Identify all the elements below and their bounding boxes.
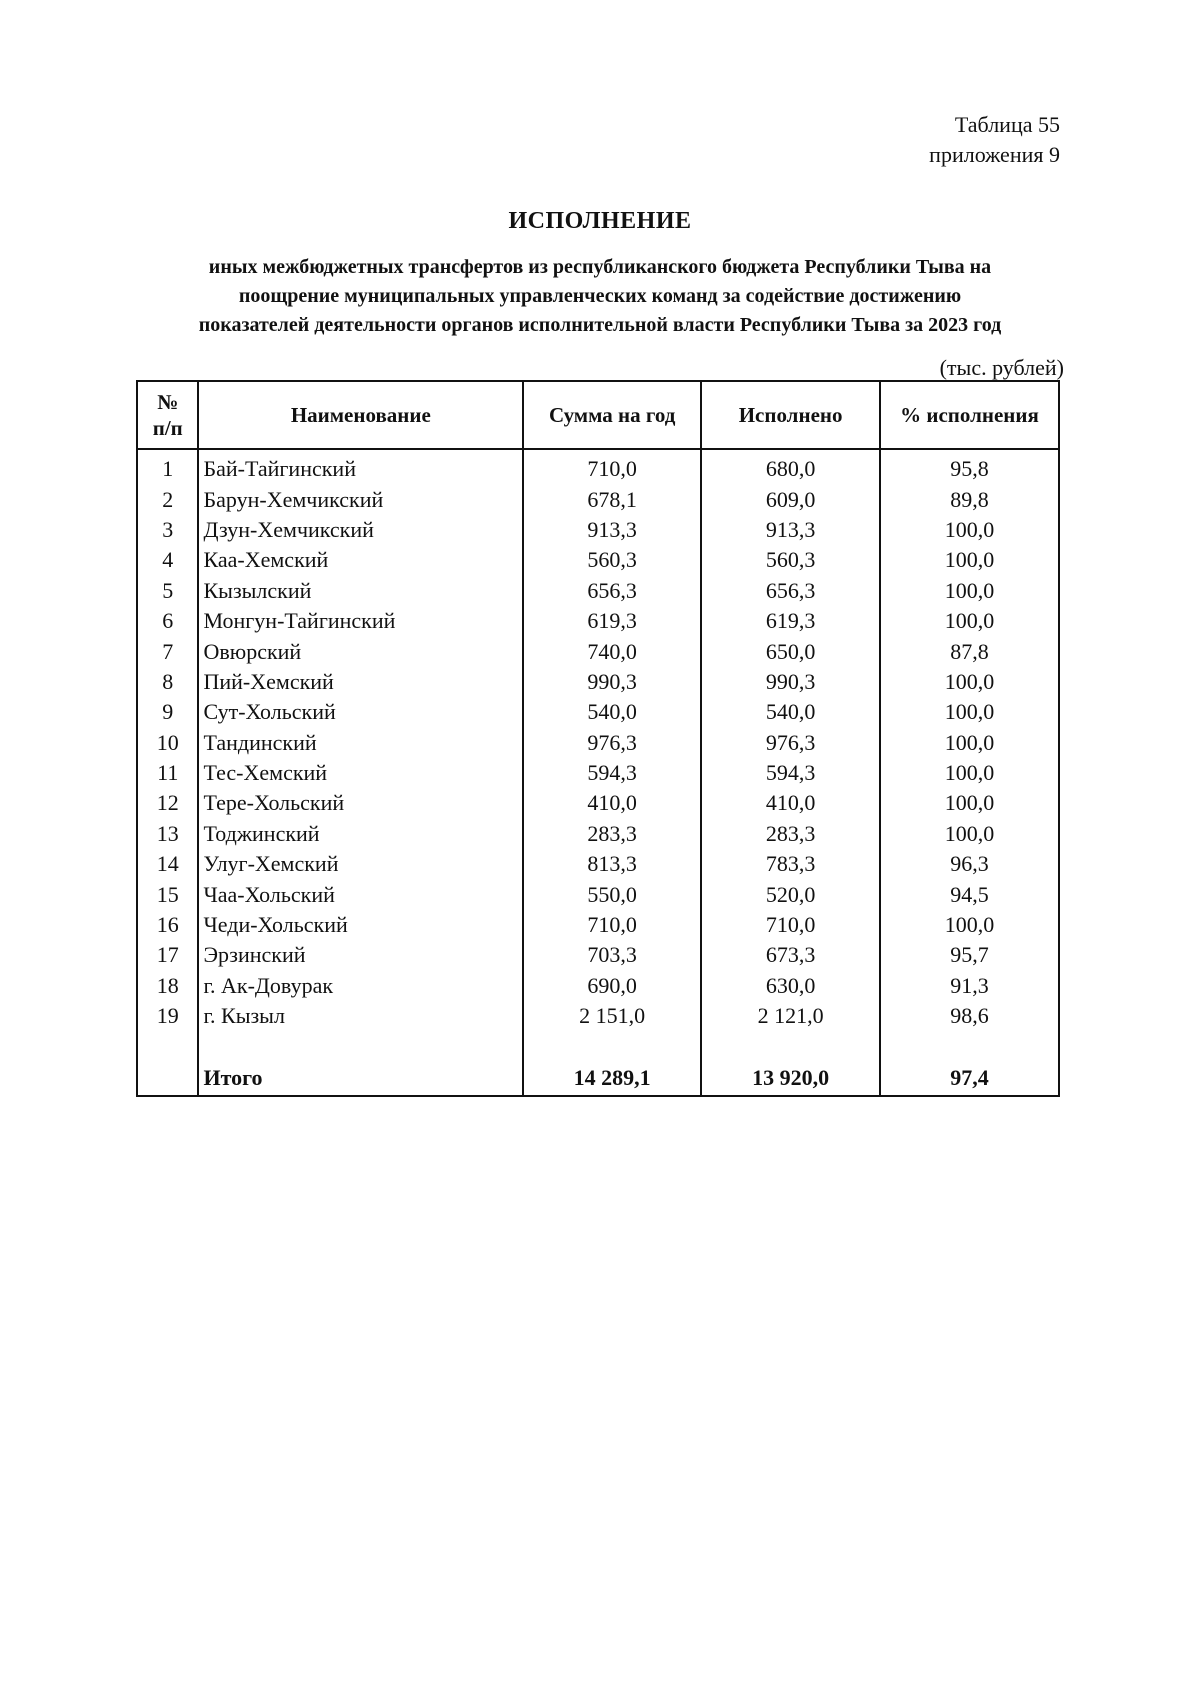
total-plan: 14 289,1 xyxy=(523,1061,701,1096)
table-row xyxy=(137,819,1059,849)
row-name: Пий-Хемский xyxy=(198,667,523,697)
row-name: г. Кызыл xyxy=(198,1001,523,1031)
header-done: Исполнено xyxy=(701,381,880,449)
row-percent: 87,8 xyxy=(880,636,1059,666)
row-number: 8 xyxy=(137,667,198,697)
row-number: 14 xyxy=(137,849,198,879)
table-row xyxy=(137,910,1059,940)
row-plan: 560,3 xyxy=(523,545,701,575)
row-number: 2 xyxy=(137,484,198,514)
total-number xyxy=(137,1061,198,1096)
row-plan: 710,0 xyxy=(523,449,701,484)
row-number: 11 xyxy=(137,758,198,788)
row-plan: 976,3 xyxy=(523,728,701,758)
spacer-cell xyxy=(880,1031,1059,1061)
row-plan: 550,0 xyxy=(523,879,701,909)
header-number-sign: № xyxy=(157,390,179,414)
table-row xyxy=(137,758,1059,788)
row-name: г. Ак-Довурак xyxy=(198,971,523,1001)
table-number: Таблица 55 xyxy=(954,112,1060,137)
row-percent: 91,3 xyxy=(880,971,1059,1001)
row-name: Тес-Хемский xyxy=(198,758,523,788)
table-row xyxy=(137,697,1059,727)
subtitle-line: показателей деятельности органов исполнительной власти Республики Тыва за 2023 год xyxy=(198,314,1002,336)
row-done: 976,3 xyxy=(701,728,880,758)
table-row xyxy=(137,636,1059,666)
row-name: Овюрский xyxy=(198,636,523,666)
row-done: 619,3 xyxy=(701,606,880,636)
appendix-number: приложения 9 xyxy=(929,142,1060,167)
row-percent: 89,8 xyxy=(880,484,1059,514)
total-label: Итого xyxy=(198,1061,523,1096)
row-name: Чаа-Хольский xyxy=(198,879,523,909)
row-percent: 100,0 xyxy=(880,576,1059,606)
table-row xyxy=(137,576,1059,606)
row-number: 16 xyxy=(137,910,198,940)
row-number: 17 xyxy=(137,940,198,970)
row-done: 650,0 xyxy=(701,636,880,666)
execution-table xyxy=(136,380,1060,1097)
row-percent: 100,0 xyxy=(880,819,1059,849)
row-percent: 95,8 xyxy=(880,449,1059,484)
row-name: Эрзинский xyxy=(198,940,523,970)
table-row xyxy=(137,788,1059,818)
row-percent: 100,0 xyxy=(880,606,1059,636)
row-name: Чеди-Хольский xyxy=(198,910,523,940)
row-plan: 410,0 xyxy=(523,788,701,818)
row-done: 609,0 xyxy=(701,484,880,514)
subtitle-line: иных межбюджетных трансфертов из республиканского бюджета Республики Тыва на xyxy=(208,256,992,278)
row-done: 540,0 xyxy=(701,697,880,727)
document-title: ИСПОЛНЕНИЕ xyxy=(508,208,692,234)
row-done: 283,3 xyxy=(701,819,880,849)
table-row xyxy=(137,667,1059,697)
row-percent: 96,3 xyxy=(880,849,1059,879)
subtitle-line: поощрение муниципальных управленческих команд за содействие достижению xyxy=(238,285,962,307)
row-percent: 100,0 xyxy=(880,515,1059,545)
spacer-row xyxy=(137,1031,1059,1061)
row-done: 630,0 xyxy=(701,971,880,1001)
table-row xyxy=(137,606,1059,636)
row-done: 710,0 xyxy=(701,910,880,940)
row-plan: 913,3 xyxy=(523,515,701,545)
row-number: 10 xyxy=(137,728,198,758)
table-row xyxy=(137,449,1059,484)
row-plan: 678,1 xyxy=(523,484,701,514)
spacer-cell xyxy=(137,1031,198,1061)
header-percent: % исполнения xyxy=(880,381,1059,449)
table-header-row xyxy=(137,381,1059,449)
table-row xyxy=(137,849,1059,879)
row-name: Каа-Хемский xyxy=(198,545,523,575)
row-plan: 540,0 xyxy=(523,697,701,727)
units-note: (тыс. рублей) xyxy=(939,355,1064,380)
document-subtitle xyxy=(140,253,1060,340)
row-percent: 100,0 xyxy=(880,667,1059,697)
row-name: Барун-Хемчикский xyxy=(198,484,523,514)
row-number: 4 xyxy=(137,545,198,575)
row-name: Сут-Хольский xyxy=(198,697,523,727)
table-row xyxy=(137,1001,1059,1031)
row-done: 560,3 xyxy=(701,545,880,575)
header-number xyxy=(137,381,198,449)
row-plan: 710,0 xyxy=(523,910,701,940)
table-row xyxy=(137,971,1059,1001)
header-number-label: п/п xyxy=(152,416,183,440)
row-plan: 740,0 xyxy=(523,636,701,666)
row-number: 9 xyxy=(137,697,198,727)
row-percent: 100,0 xyxy=(880,545,1059,575)
row-done: 673,3 xyxy=(701,940,880,970)
row-number: 12 xyxy=(137,788,198,818)
row-name: Тандинский xyxy=(198,728,523,758)
spacer-cell xyxy=(523,1031,701,1061)
row-number: 1 xyxy=(137,449,198,484)
table-body xyxy=(137,449,1059,1096)
spacer-cell xyxy=(198,1031,523,1061)
row-plan: 2 151,0 xyxy=(523,1001,701,1031)
row-number: 15 xyxy=(137,879,198,909)
table-row xyxy=(137,879,1059,909)
row-done: 913,3 xyxy=(701,515,880,545)
total-percent: 97,4 xyxy=(880,1061,1059,1096)
header-plan: Сумма на год xyxy=(523,381,701,449)
row-number: 19 xyxy=(137,1001,198,1031)
row-name: Тоджинский xyxy=(198,819,523,849)
row-done: 2 121,0 xyxy=(701,1001,880,1031)
row-done: 410,0 xyxy=(701,788,880,818)
total-done: 13 920,0 xyxy=(701,1061,880,1096)
row-percent: 100,0 xyxy=(880,697,1059,727)
row-name: Монгун-Тайгинский xyxy=(198,606,523,636)
row-name: Тере-Хольский xyxy=(198,788,523,818)
row-name: Кызылский xyxy=(198,576,523,606)
row-number: 5 xyxy=(137,576,198,606)
row-plan: 656,3 xyxy=(523,576,701,606)
row-name: Бай-Тайгинский xyxy=(198,449,523,484)
row-plan: 594,3 xyxy=(523,758,701,788)
row-done: 520,0 xyxy=(701,879,880,909)
row-done: 594,3 xyxy=(701,758,880,788)
row-number: 13 xyxy=(137,819,198,849)
row-done: 656,3 xyxy=(701,576,880,606)
spacer-cell xyxy=(701,1031,880,1061)
row-percent: 95,7 xyxy=(880,940,1059,970)
row-number: 7 xyxy=(137,636,198,666)
row-plan: 690,0 xyxy=(523,971,701,1001)
row-percent: 100,0 xyxy=(880,788,1059,818)
row-number: 3 xyxy=(137,515,198,545)
row-plan: 990,3 xyxy=(523,667,701,697)
table-row xyxy=(137,728,1059,758)
row-percent: 94,5 xyxy=(880,879,1059,909)
row-percent: 98,6 xyxy=(880,1001,1059,1031)
row-name: Улуг-Хемский xyxy=(198,849,523,879)
row-done: 783,3 xyxy=(701,849,880,879)
row-number: 18 xyxy=(137,971,198,1001)
table-row xyxy=(137,515,1059,545)
row-plan: 703,3 xyxy=(523,940,701,970)
row-percent: 100,0 xyxy=(880,728,1059,758)
row-percent: 100,0 xyxy=(880,758,1059,788)
row-number: 6 xyxy=(137,606,198,636)
row-plan: 813,3 xyxy=(523,849,701,879)
row-percent: 100,0 xyxy=(880,910,1059,940)
row-plan: 283,3 xyxy=(523,819,701,849)
table-row xyxy=(137,940,1059,970)
table-row xyxy=(137,484,1059,514)
row-plan: 619,3 xyxy=(523,606,701,636)
row-done: 990,3 xyxy=(701,667,880,697)
table-row xyxy=(137,545,1059,575)
header-name: Наименование xyxy=(198,381,523,449)
table-reference xyxy=(929,110,1060,170)
total-row xyxy=(137,1061,1059,1096)
row-name: Дзун-Хемчикский xyxy=(198,515,523,545)
row-done: 680,0 xyxy=(701,449,880,484)
